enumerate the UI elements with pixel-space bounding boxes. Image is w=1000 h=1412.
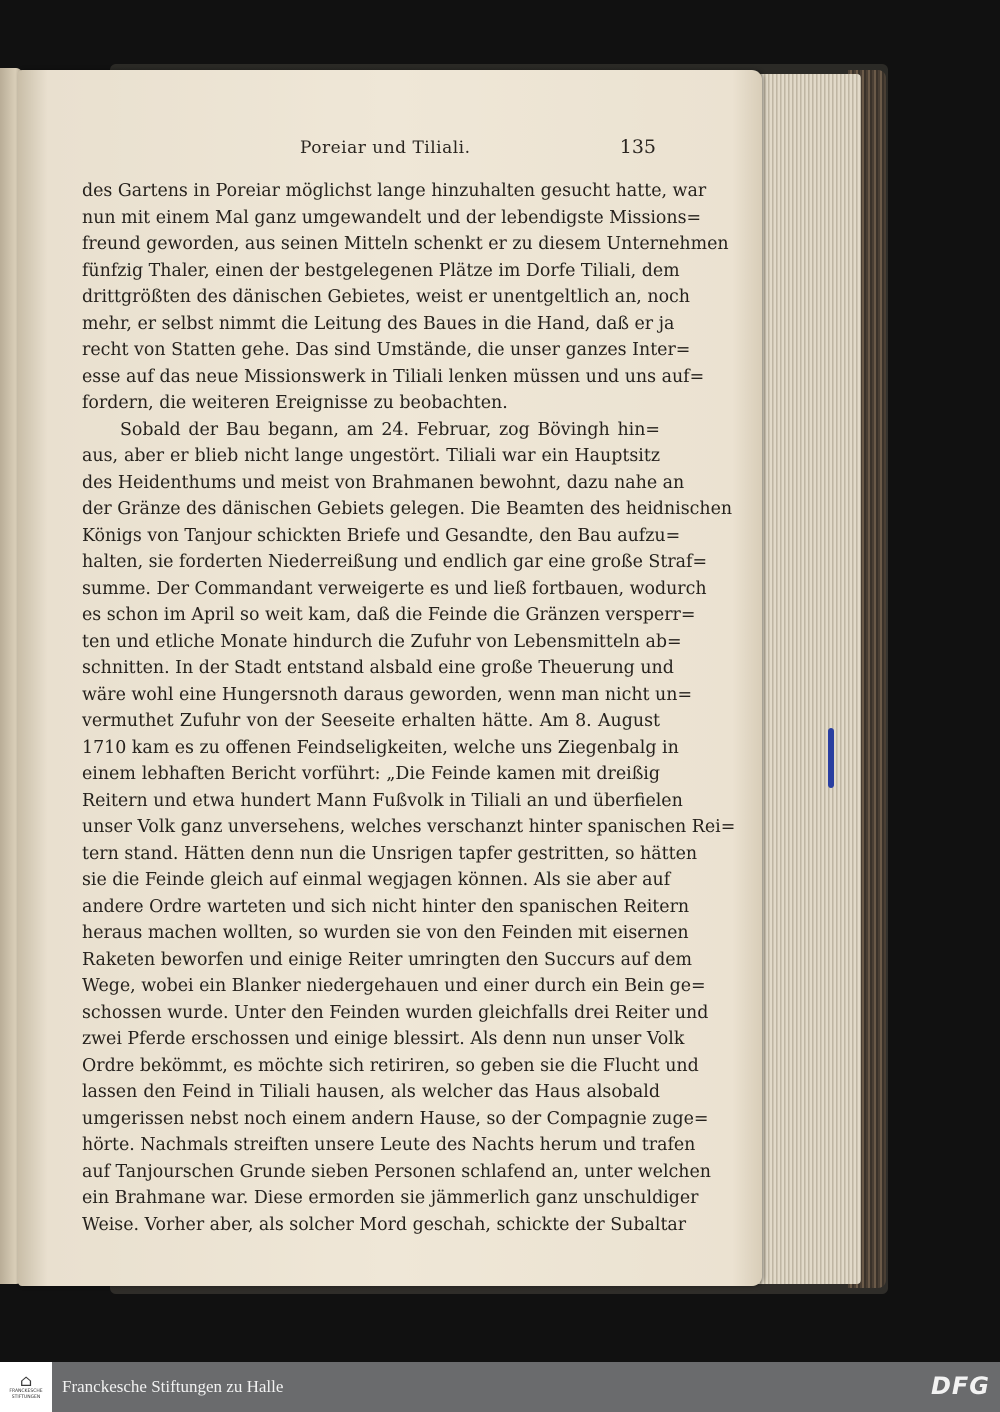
text-line: Reitern und etwa hundert Mann Fußvolk in Tiliali an und überfielen [82, 790, 683, 811]
body-text [82, 178, 736, 1238]
text-line: umgerissen nebst noch einem andern Hause, so der Compagnie zuge= [82, 1108, 709, 1129]
page-number: 135 [619, 136, 656, 158]
text-line: unser Volk ganz unversehens, welches verschanzt hinter spanischen Rei= [82, 817, 736, 837]
text-line: Wege, wobei ein Blanker niedergehauen und einer durch ein Bein ge= [82, 976, 706, 996]
text-line: Ordre bekömmt, es möchte sich retiriren, so geben sie die Flucht und [82, 1055, 699, 1076]
text-line: Weise. Vorher aber, als solcher Mord geschah, schickte der Subaltar [82, 1214, 687, 1235]
text-line: es schon im April so weit kam, daß die Feinde die Gränzen versperr= [82, 605, 696, 625]
page-block-edge [756, 74, 861, 1284]
text-line: des Heidenthums und meist von Brahmanen bewohnt, dazu nahe an [82, 472, 685, 493]
text-line: Raketen beworfen und einige Reiter umringten den Succurs auf dem [82, 949, 693, 970]
dfg-logo[interactable]: DFG [930, 1372, 990, 1400]
footer-bar [0, 1362, 1000, 1412]
text-line: der Gränze des dänischen Gebiets gelegen. Die Beamten des heidnischen [82, 499, 733, 519]
text-line: heraus machen wollten, so wurden sie von den Feinden mit eisernen [82, 923, 689, 943]
bookmark-ribbon [828, 728, 834, 788]
text-line: schnitten. In der Stadt entstand alsbald eine große Theuerung und [82, 658, 674, 678]
text-line: aus, aber er blieb nicht lange ungestört. Tiliali war ein Hauptsitz [82, 446, 660, 466]
text-line: recht von Statten gehe. Das sind Umstände, die unser ganzes Inter= [82, 340, 691, 360]
text-line: Königs von Tanjour schickten Briefe und Gesandte, den Bau aufzu= [82, 525, 681, 546]
text-line: des Gartens in Poreiar möglichst lange hinzuhalten gesucht hatte, war [82, 181, 707, 201]
text-line: fünfzig Thaler, einen der bestgelegenen Plätze im Dorfe Tiliali, dem [82, 260, 680, 281]
text-line: zwei Pferde erschossen und einige blessirt. Als denn nun unser Volk [82, 1029, 685, 1049]
running-head: Poreiar und Tiliali. [300, 138, 471, 158]
text-line: mehr, er selbst nimmt die Leitung des Baues in die Hand, daß er ja [82, 313, 675, 334]
text-line: esse auf das neue Missionswerk in Tiliali lenken müssen und uns auf= [82, 366, 705, 387]
text-line: summe. Der Commandant verweigerte es und ließ fortbauen, wodurch [82, 578, 707, 599]
text-line: 1710 kam es zu offenen Feindseligkeiten, welche uns Ziegenbalg in [82, 737, 679, 758]
text-line: ein Brahmane war. Diese ermorden sie jämmerlich ganz unschuldiger [82, 1188, 699, 1208]
franckesche-logo[interactable] [0, 1362, 52, 1412]
text-line: lassen den Feind in Tiliali hausen, als welcher das Haus alsobald [82, 1082, 660, 1102]
text-line: vermuthet Zufuhr von der Seeseite erhalten hätte. Am 8. August [82, 711, 660, 731]
logo-caption: FRANCKESCHE STIFTUNGEN [9, 1389, 43, 1400]
text-line: drittgrößten des dänischen Gebietes, weist er unentgeltlich an, noch [82, 287, 690, 307]
text-line: halten, sie forderten Niederreißung und endlich gar eine große Straf= [82, 552, 708, 572]
text-line: einem lebhaften Bericht vorführt: „Die Feinde kamen mit dreißig [82, 764, 660, 784]
text-line: schossen wurde. Unter den Feinden wurden gleichfalls drei Reiter und [82, 1002, 709, 1023]
text-line: freund geworden, aus seinen Mitteln schenkt er zu diesem Unternehmen [82, 234, 729, 254]
footer-title[interactable]: Franckesche Stiftungen zu Halle [62, 1377, 284, 1396]
text-line: fordern, die weiteren Ereignisse zu beobachten. [82, 393, 508, 413]
text-line: auf Tanjourschen Grunde sieben Personen schlafend an, unter welchen [82, 1161, 711, 1182]
text-line: ten und etliche Monate hindurch die Zufuhr von Lebensmitteln ab= [82, 631, 682, 652]
text-line: sie die Feinde gleich auf einmal wegjagen können. Als sie aber auf [82, 870, 671, 890]
building-icon: ⌂ [19, 1371, 33, 1390]
text-line: hörte. Nachmals streiften unsere Leute des Nachts herum und trafen [82, 1135, 696, 1155]
text-line: wäre wohl eine Hungersnoth daraus geworden, wenn man nicht un= [82, 684, 693, 705]
text-line-indented: Sobald der Bau begann, am 24. Februar, zog Bövingh hin= [120, 419, 660, 440]
text-line: nun mit einem Mal ganz umgewandelt und der lebendigste Missions= [82, 207, 702, 228]
text-line: andere Ordre warteten und sich nicht hinter den spanischen Reitern [82, 896, 690, 917]
text-line: tern stand. Hätten denn nun die Unsrigen tapfer gestritten, so hätten [82, 843, 698, 864]
